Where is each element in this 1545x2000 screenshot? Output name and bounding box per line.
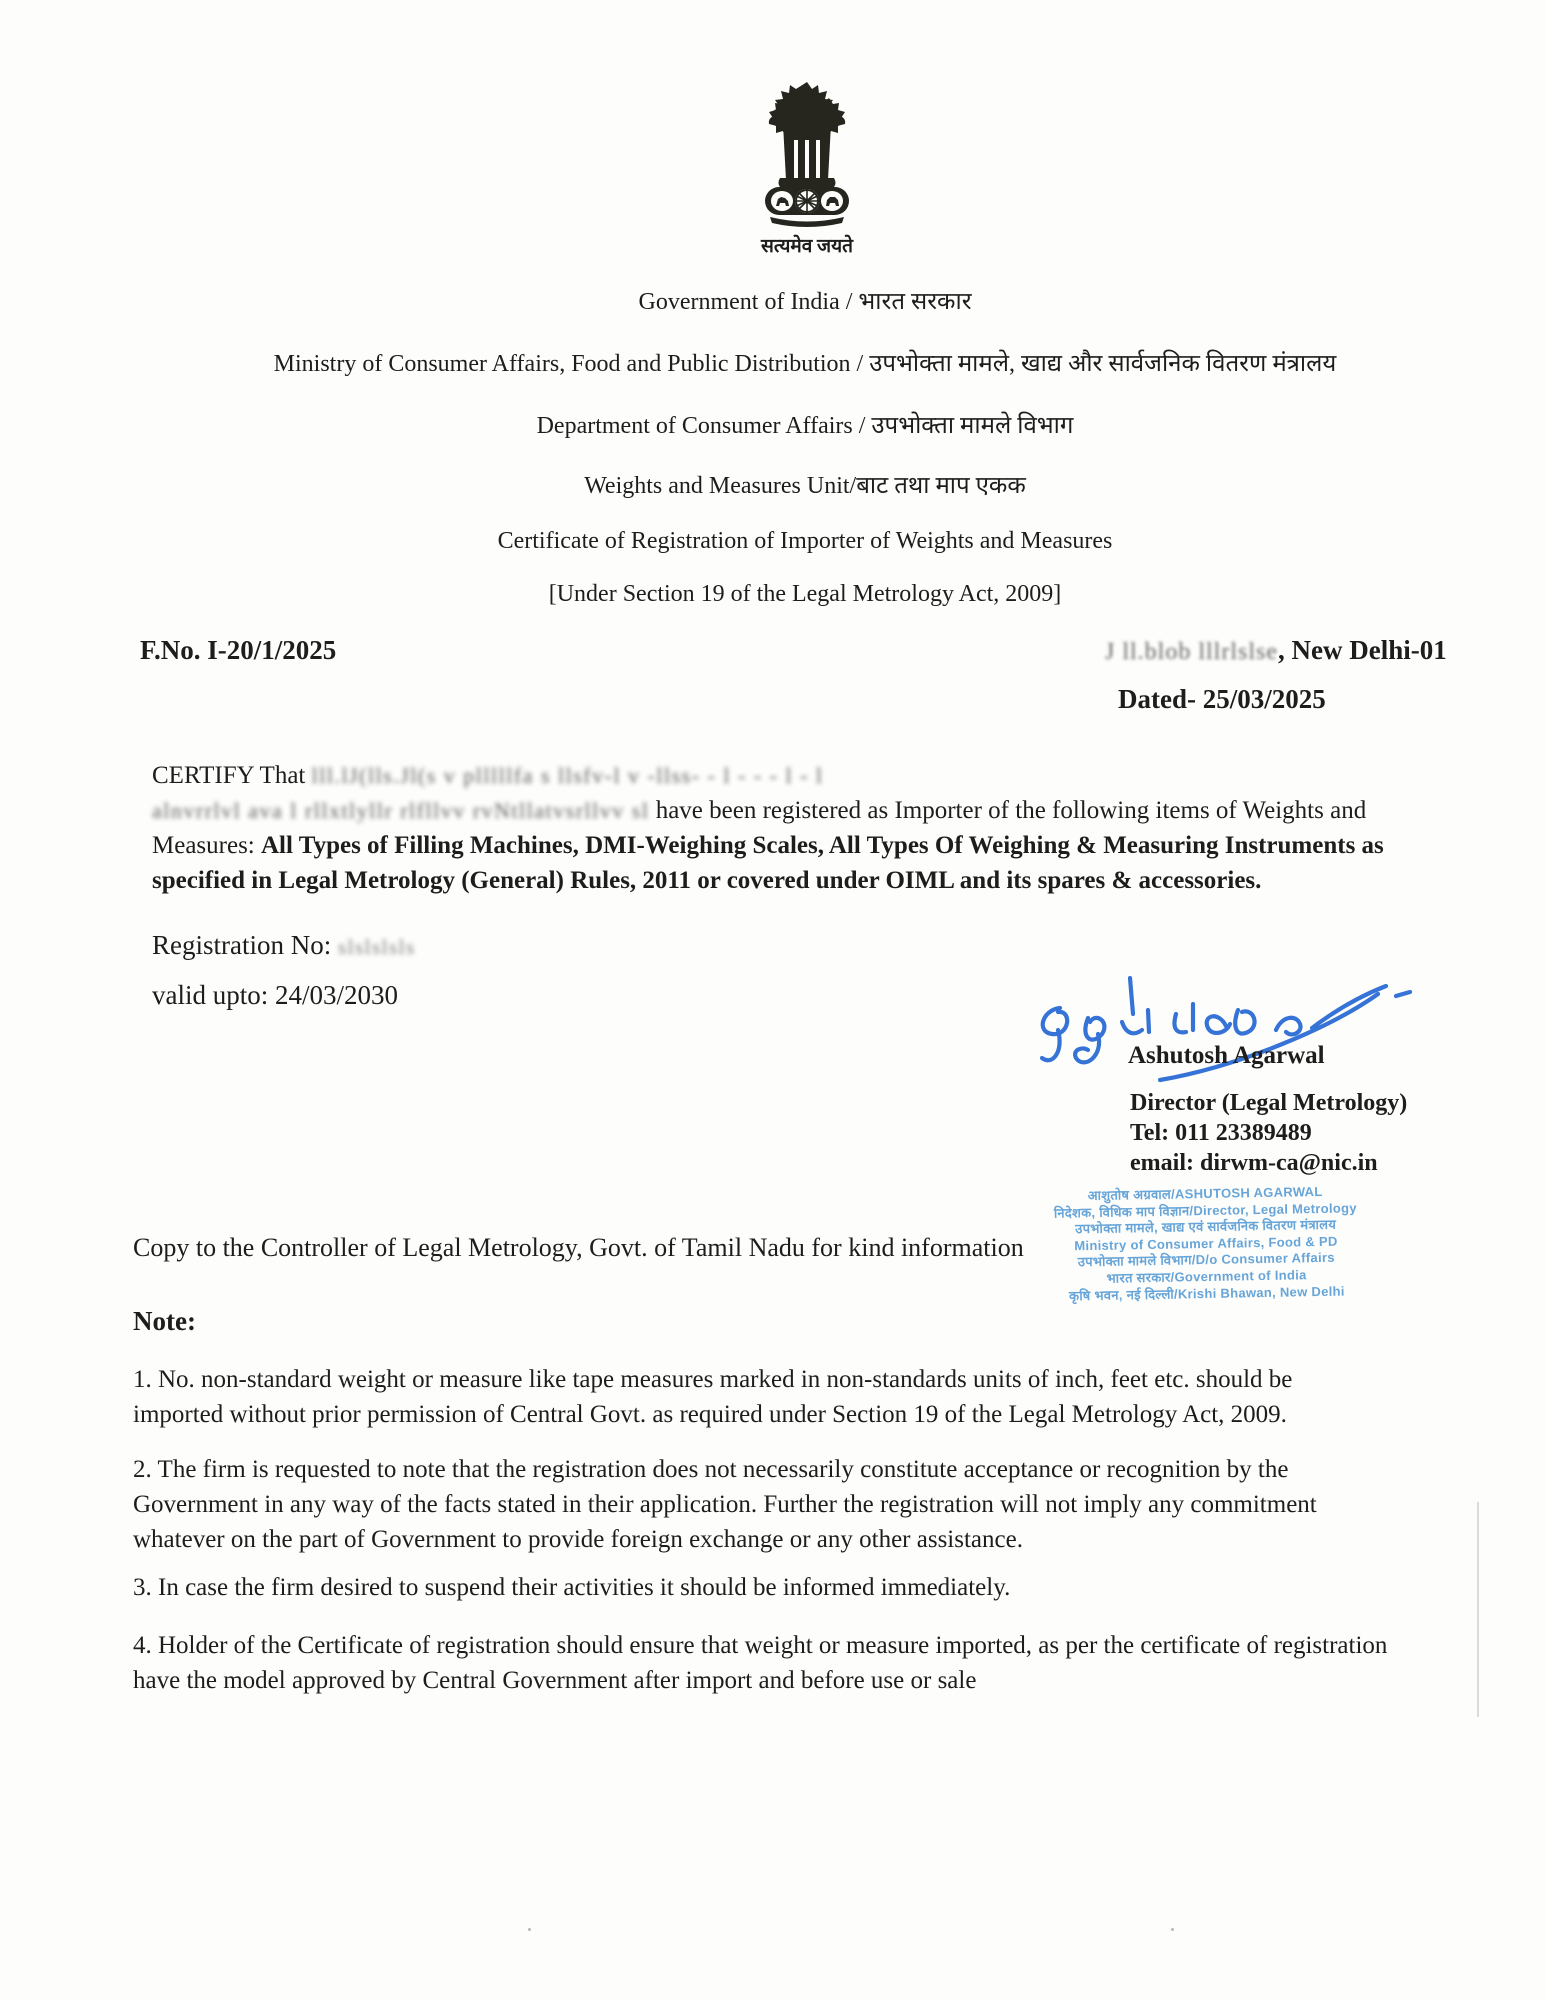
valid-upto: valid upto: 24/03/2030 (152, 980, 398, 1010)
redacted-firm-address: alnvrrlvl ava l rllxtlyllr rlfllvv rvNtllatvsrllvv sl (152, 798, 650, 823)
note-4-line-1: 4. Holder of the Certificate of registration should ensure that weight or measure imported, as per the certificate of registration (133, 1632, 1388, 1659)
signatory-details (1130, 1088, 1407, 1178)
header-weights-unit: Weights and Measures Unit/बाट तथा माप एकक (584, 473, 1026, 499)
certify-line-1 (152, 762, 824, 790)
signatory-designation: Director (Legal Metrology) (1130, 1090, 1408, 1116)
certificate-title: Certificate of Registration of Importer of Weights and Measures (497, 528, 1113, 554)
stamp-line-address: कृषि भवन, नई दिल्ली/Krishi Bhawan, New Delhi (1068, 1283, 1345, 1303)
issue-date: Dated- 25/03/2025 (1118, 684, 1326, 714)
certify-prefix: CERTIFY That (152, 762, 306, 789)
signatory-email: email: dirwm-ca@nic.in (1130, 1150, 1378, 1176)
signatory-name: Ashutosh Agarwal (1128, 1042, 1325, 1069)
redacted-firm-name: lll.lJ(lls.Jl(s v plllllfa s llsfv-l v -llss- - l - - - l - l (311, 763, 824, 788)
office-stamp (1037, 1183, 1375, 1305)
note-1-line-2: imported without prior permission of Central Govt. as required under Section 19 of the Legal Metrology Act, 2009. (133, 1401, 1287, 1428)
stamp-line-goi: भारत सरकार/Government of India (1106, 1267, 1307, 1286)
scan-artifact-dot (1171, 1928, 1174, 1931)
file-number: F.No. I-20/1/2025 (140, 635, 337, 665)
certify-line-4: specified in Legal Metrology (General) Rules, 2011 or covered under OIML and its spares & accessories. (152, 867, 1262, 894)
stamp-line-name: आशुतोष अग्रवाल/ASHUTOSH AGARWAL (1087, 1183, 1323, 1204)
certify-items-bold: All Types of Filling Machines, DMI-Weighing Scales, All Types Of Weighing & Measuring Instruments as (261, 832, 1384, 859)
emblem-motto: सत्यमेव जयते (761, 236, 853, 257)
certify-line-3 (152, 832, 1384, 860)
certificate-subtitle: [Under Section 19 of the Legal Metrology Act, 2009] (548, 581, 1062, 607)
certify-line-2 (152, 797, 1366, 825)
stamp-line-ministry-en: Ministry of Consumer Affairs, Food & PD (1074, 1233, 1338, 1254)
header-government: Government of India / भारत सरकार (638, 289, 972, 315)
redacted-registration-number: slslslsls (337, 935, 416, 959)
certify-registered-text: have been registered as Importer of the following items of Weights and (655, 797, 1367, 824)
registration-row (152, 930, 416, 961)
redacted-place-text: J ll.blob lllrlslse (1105, 639, 1279, 665)
certify-measures-label: Measures: (152, 832, 261, 859)
signatory-tel: Tel: 011 23389489 (1130, 1120, 1312, 1146)
scan-artifact-dot (528, 1928, 531, 1931)
stamp-line-designation: निदेशक, विधिक माप विज्ञान/Director, Legal Metrology (1053, 1199, 1357, 1221)
note-1-line-1: 1. No. non-standard weight or measure like tape measures marked in non-standards units of inch, feet etc. should be (133, 1366, 1293, 1393)
registration-label: Registration No: (152, 930, 332, 960)
note-2-line-2: Government in any way of the facts stated in their application. Further the registration will not imply any commitment (133, 1491, 1317, 1518)
signature-icon (1030, 970, 1415, 1088)
place-text: , New Delhi-01 (1278, 635, 1447, 665)
stamp-line-ministry-hi: उपभोक्ता मामले, खाद्य एवं सार्वजनिक वितरण मंत्रालय (1075, 1216, 1337, 1237)
issue-place (1105, 635, 1447, 666)
note-3-line-1: 3. In case the firm desired to suspend their activities it should be informed immediately. (133, 1574, 1011, 1601)
note-2-line-1: 2. The firm is requested to note that the registration does not necessarily constitute acceptance or recognition by the (133, 1456, 1289, 1483)
stamp-line-dept: उपभोक्ता मामले विभाग/D/o Consumer Affairs (1077, 1250, 1335, 1270)
header-department: Department of Consumer Affairs / उपभोक्ता मामले विभाग (536, 413, 1074, 439)
copy-to-line: Copy to the Controller of Legal Metrology, Govt. of Tamil Nadu for kind information (133, 1233, 1024, 1262)
scan-artifact-line (1477, 1502, 1479, 1717)
note-4-line-2: have the model approved by Central Government after import and before use or sale (133, 1667, 977, 1694)
notes-heading: Note: (133, 1306, 196, 1336)
national-emblem-icon (752, 80, 862, 235)
note-2-line-3: whatever on the part of Government to provide foreign exchange or any other assistance. (133, 1526, 1023, 1553)
header-ministry: Ministry of Consumer Affairs, Food and Public Distribution / उपभोक्ता मामले, खाद्य और सार्वजनिक वितरण मंत्रालय (273, 351, 1337, 377)
